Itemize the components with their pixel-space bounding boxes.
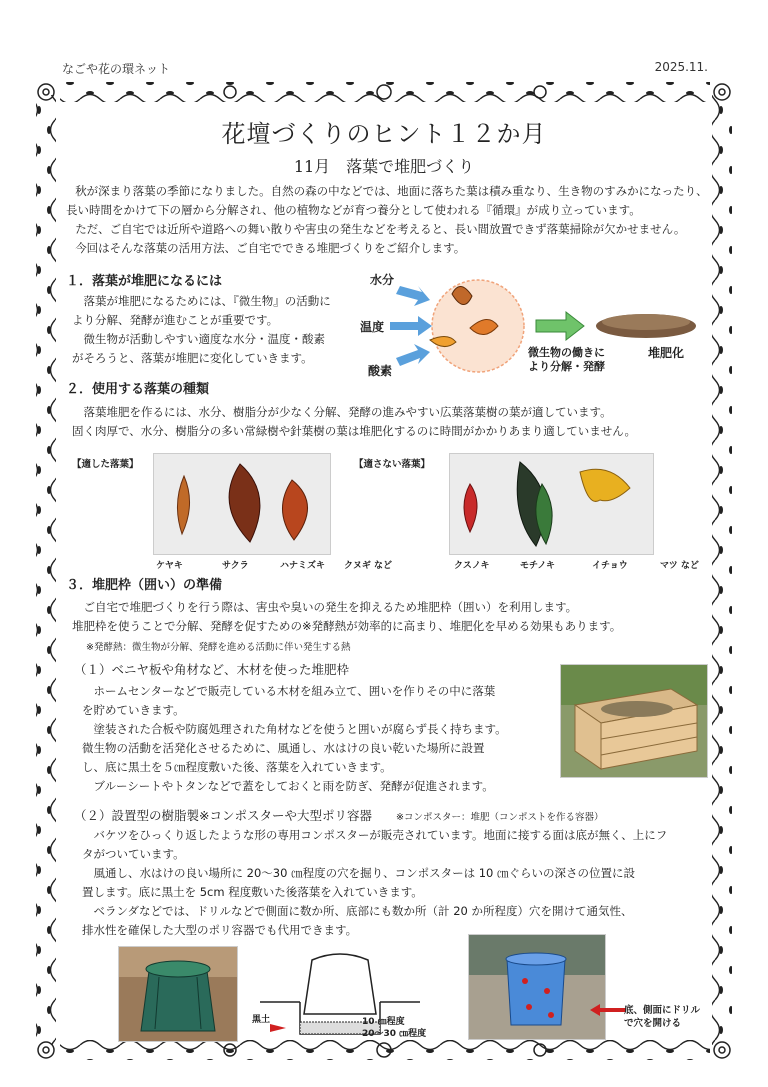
drill-label-line: で穴を開ける — [624, 1018, 682, 1029]
intro-line: ただ、ご自宅では近所や道路への舞い散りや害虫の発生などを考えると、長い間放置できず落葉掃除が欠かせません。 — [75, 222, 686, 236]
intro — [66, 182, 716, 258]
bad-leaves-illustration — [450, 454, 653, 554]
drill-arrow — [590, 1004, 626, 1016]
page-subtitle: 11月 落葉で堆肥づくり — [293, 157, 475, 176]
text-line: 堆肥枠を使うことで分解、発酵を促すための※発酵熱が効率的に高まり、堆肥化を早める効果もあります。 — [72, 619, 622, 633]
wooden-bin-photo — [560, 664, 708, 778]
date: 2025.11. — [654, 60, 708, 74]
text-line: ベランダなどでは、ドリルなどで側面に数か所、底部にも数か所（計 20 か所程度）穴を開けて通気性、 — [93, 904, 633, 918]
section-3-heading: ３．堆肥枠（囲い）の準備 — [66, 578, 223, 593]
label-microbe-line: より分解・発酵 — [528, 360, 605, 373]
poly-container-illustration — [469, 935, 605, 1039]
composter-note: ※コンポスター：堆肥（コンポストを作る容器） — [396, 812, 604, 823]
label-microbe-line: 微生物の働きに — [528, 346, 605, 359]
label-temperature: 温度 — [360, 320, 385, 334]
text-line: 落葉が堆肥になるためには、『微生物』の活動に — [83, 294, 331, 308]
section-1-text — [72, 292, 362, 368]
text-line: 塗装された合板や防腐処理された角材などを使うと囲いが腐らず長く持ちます。 — [93, 722, 507, 736]
intro-line: 今回はそんな落葉の活用方法、ご自宅でできる堆肥づくりをご紹介します。 — [75, 241, 466, 255]
label-water: 水分 — [370, 273, 395, 287]
org-name: なごや花の環ネット — [62, 62, 171, 76]
text-line: 固く肉厚で、水分、樹脂分の多い常緑樹や針葉樹の葉は堆肥化するのに時間がかかりあまり適していません。 — [72, 424, 636, 438]
good-leaf-name: サクラ — [222, 561, 249, 571]
decomposition-diagram — [360, 268, 710, 380]
label-depth-1: 10 ㎝程度 — [362, 1017, 405, 1027]
text-line: ホームセンターなどで販売している木材を組み立て、囲いを作りその中に落葉 — [93, 684, 496, 698]
label-depth-2: 20～30 ㎝程度 — [362, 1029, 427, 1039]
text-line: し、底に黒土を５㎝程度敷いた後、落葉を入れていきます。 — [82, 760, 392, 774]
subsection-1-heading: （１）ベニヤ板や角材など、木材を使った堆肥枠 — [74, 662, 350, 677]
text-line: 風通し、水はけの良い場所に 20～30 ㎝程度の穴を掘り、コンポスターは 10 ㎝ぐらいの深さの位置に設 — [93, 866, 636, 880]
text-line: を貯めていきます。 — [82, 703, 185, 717]
bad-leaves-photo — [449, 453, 654, 555]
drill-label-line: 底、側面にドリル — [624, 1005, 701, 1016]
text-line: 落葉堆肥を作るには、水分、樹脂分が少なく分解、発酵の進みやすい広葉落葉樹の葉が適しています。 — [83, 405, 612, 419]
composter-photo — [118, 946, 238, 1042]
text-line: タがついています。 — [82, 847, 185, 861]
text-line: 排水性を確保した大型のポリ容器でも代用できます。 — [82, 923, 358, 937]
good-leaf-name: ケヤキ — [156, 561, 183, 571]
text-line: より分解、発酵が進むことが重要です。 — [72, 313, 279, 327]
good-leaf-name: ハナミズキ — [280, 561, 326, 571]
label-compost: 堆肥化 — [648, 346, 685, 360]
subsection-2-heading: （２）設置型の樹脂製※コンポスターや大型ポリ容器 — [74, 808, 372, 823]
text-line: 置します。底に黒土を 5cm 程度敷いた後落葉を入れていきます。 — [82, 885, 423, 899]
intro-line: 長い時間をかけて下の層から分解され、他の植物などが育つ養分として使われる『循環』が成り立っています。 — [66, 203, 641, 217]
text-line: 微生物が活動しやすい適度な水分・温度・酸素 — [83, 332, 325, 346]
good-leaf-name: クヌギ など — [344, 561, 392, 571]
section-2-text — [72, 403, 722, 441]
text-line: ブルーシートやトタンなどで蓋をしておくと雨を防ぎ、発酵が促進されます。 — [93, 779, 494, 793]
text-line: ご自宅で堆肥づくりを行う際は、害虫や臭いの発生を抑えるため堆肥枠（囲い）を利用します。 — [83, 600, 578, 614]
label-oxygen: 酸素 — [368, 364, 393, 378]
text-line: 微生物の活動を活発化させるために、風通し、水はけの良い乾いた場所に設置 — [82, 741, 485, 755]
subsection-2-text — [82, 826, 722, 940]
bad-leaf-name: クスノキ — [454, 561, 490, 571]
subsection-1-text — [82, 682, 558, 796]
label-microbe — [528, 346, 605, 374]
good-leaves-label: 【適した落葉】 — [72, 459, 139, 470]
intro-line: 秋が深まり落葉の季節になりました。自然の森の中などでは、地面に落ちた葉は積み重なり、生き物のすみかになったり、 — [75, 184, 708, 198]
bad-leaf-name: モチノキ — [520, 561, 556, 571]
text-line: バケツをひっくり返したような形の専用コンポスターが販売されています。地面に接する面は底が無く、上にフ — [93, 828, 668, 842]
bad-leaf-name: イチョウ — [592, 561, 628, 571]
bad-leaves-label: 【適さない落葉】 — [354, 459, 431, 470]
wooden-bin-illustration — [561, 665, 707, 777]
section-3-text — [72, 598, 722, 636]
drill-label — [624, 1004, 700, 1030]
heat-note: ※発酵熱：微生物が分解、発酵を進める活動に伴い発生する熱 — [86, 642, 351, 653]
good-leaves-illustration — [154, 454, 330, 554]
good-leaves-photo — [153, 453, 331, 555]
label-soil: 黒土 — [252, 1015, 271, 1025]
page-title: 花壇づくりのヒント１２か月 — [221, 120, 547, 148]
composter-diagram — [250, 944, 450, 1040]
text-line: がそろうと、落葉が堆肥に変化していきます。 — [72, 351, 313, 365]
composter-illustration — [119, 947, 237, 1041]
poly-container-photo — [468, 934, 606, 1040]
bad-leaf-name: マツ など — [660, 561, 699, 571]
section-2-heading: ２．使用する落葉の種類 — [66, 382, 210, 397]
section-1-heading: １．落葉が堆肥になるには — [66, 274, 223, 289]
